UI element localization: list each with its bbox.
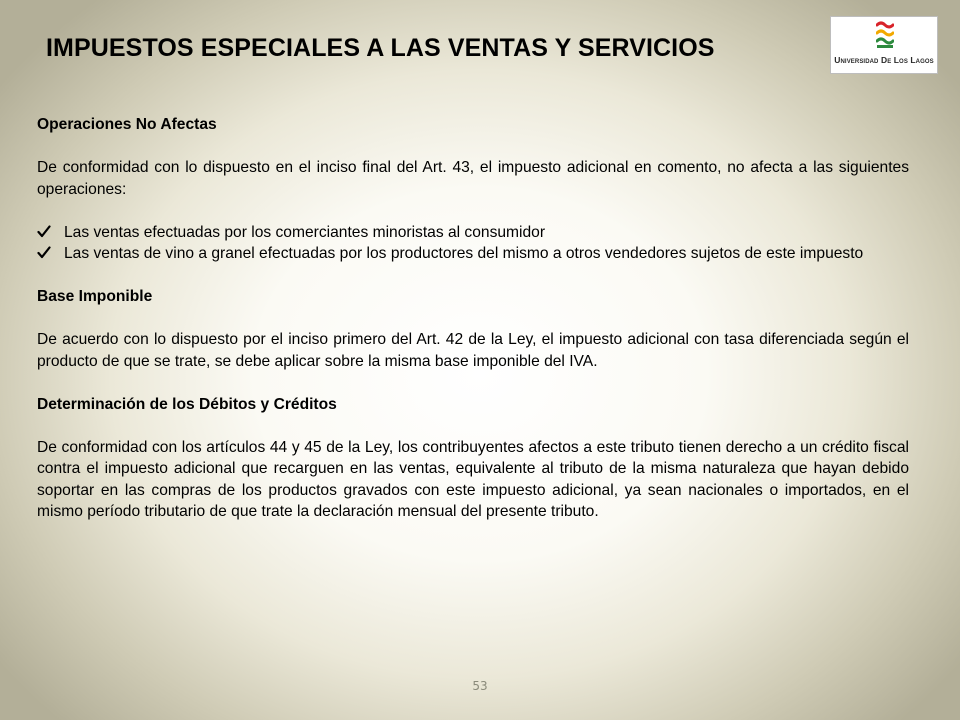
page-number: 53 [472, 679, 488, 693]
list-item-text: Las ventas efectuadas por los comerciantes minoristas al consumidor [64, 223, 546, 241]
list-item [37, 222, 909, 244]
list-item [37, 243, 909, 265]
checkmark-icon [37, 246, 51, 259]
waves-logo-icon [876, 20, 894, 50]
university-logo [830, 16, 938, 74]
section-paragraph-debitos-creditos: De conformidad con los artículos 44 y 45 de la Ley, los contribuyentes afectos a este tributo tienen derecho a un crédito fiscal contra el impuesto adicional que recarguen en las ventas, equivalente al tributo de la misma naturaleza que hayan debido soportar en las compras de los productos gravados con este impuesto adicional, ya sean nacionales o importados, en el mismo período tributario de que trate la declaración mensual del presente tributo. [37, 438, 909, 520]
section-heading-base-imponible: Base Imponible [37, 288, 153, 305]
section-heading-operaciones: Operaciones No Afectas [37, 116, 217, 133]
section-paragraph-operaciones: De conformidad con lo dispuesto en el inciso final del Art. 43, el impuesto adicional en comento, no afecta a las siguientes operaciones: [37, 159, 909, 198]
section-paragraph-base-imponible: De acuerdo con lo dispuesto por el inciso primero del Art. 42 de la Ley, el impuesto adicional con tasa diferenciada según el producto de que se trate, se debe aplicar sobre la misma base imponible del IVA. [37, 331, 909, 370]
section-heading-debitos-creditos: Determinación de los Débitos y Créditos [37, 395, 337, 413]
bullet-list [37, 222, 909, 265]
list-item-text: Las ventas de vino a granel efectuadas por los productores del mismo a otros vendedores sujetos de este impuesto [64, 245, 864, 262]
slide-title: IMPUESTOS ESPECIALES A LAS VENTAS Y SERVICIOS [46, 34, 715, 62]
logo-text: Universidad De Los Lagos [834, 55, 934, 65]
slide-content [37, 114, 909, 544]
checkmark-icon [37, 225, 51, 238]
